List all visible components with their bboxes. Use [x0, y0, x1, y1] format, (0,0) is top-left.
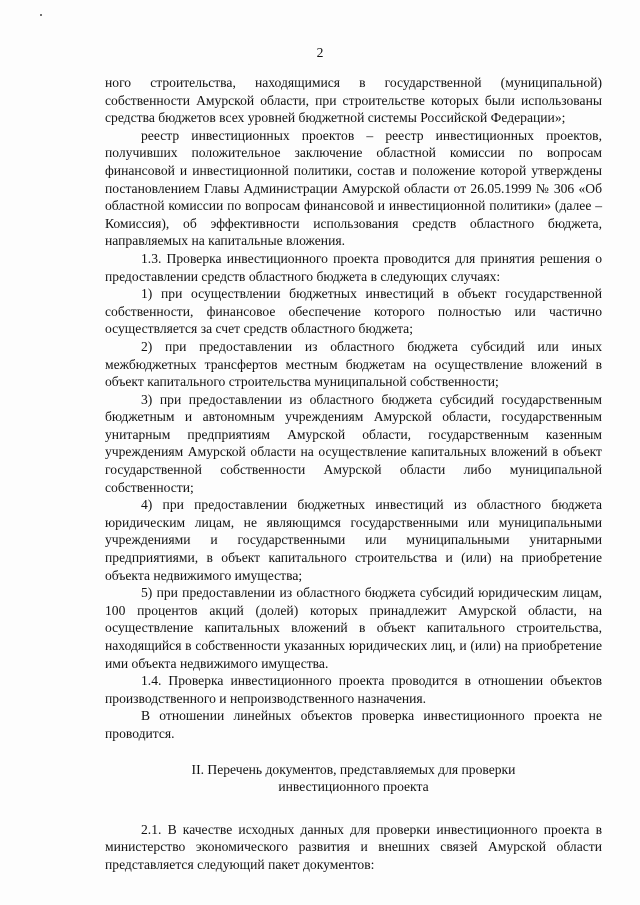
paragraph-1-4: 1.4. Проверка инвестиционного проекта проводится в отношении объектов производственного и непроизводственного назначения.: [105, 673, 602, 706]
paragraph-linear-objects: В отношении линейных объектов проверка инвестиционного проекта не проводится.: [105, 708, 602, 741]
paragraph-continuation: ного строительства, находящимися в государственной (муниципальной) собственности Амурской области, при строительстве которых были использованы средства бюджетов всех уровней бюджетной системы Российской Федерации»;: [105, 75, 602, 126]
list-item-5: 5) при предоставлении из областного бюджета субсидий юридическим лицам, 100 процентов акций (долей) которых принадлежит Амурской области, на осуществление капитальных вложений в объект капитального строительства, находящийся в собственности указанных юридических лиц, и (или) на приобретение ими объекта недвижимого имущества.: [105, 585, 602, 671]
paragraph-registry-definition: реестр инвестиционных проектов – реестр инвестиционных проектов, получивших положительное заключение областной комиссии по вопросам финансовой и инвестиционной политики, состав и положение которой утверждены постановлением Главы Администрации Амурской области от 26.05.1999 № 306 «Об областной комиссии по вопросам финансовой и инвестиционной политики» (далее – Комиссия), об эффективности использования средств областного бюджета, направляемых на капитальные вложения.: [105, 127, 602, 249]
section-heading-line-2: инвестиционного проекта: [278, 779, 429, 795]
section-heading-line-1: II. Перечень документов, представляемых для проверки: [191, 761, 516, 777]
page-number: 2: [316, 45, 324, 60]
list-item-3: 3) при предоставлении из областного бюджета субсидий государственным бюджетным и автономным учреждениям Амурской области, государственным унитарным предприятиям Амурской области, государственным казенным учреждениям Амурской области на осуществление капитальных вложений в объект государственной собственности Амурской области либо муниципальной собственности;: [105, 391, 602, 495]
list-item-4: 4) при предоставлении бюджетных инвестиций из областного бюджета юридическим лицам, не являющимся государственными или муниципальными учреждениями и государственными или муниципальными унитарными предприятиями, в объект капитального строительства и (или) на приобретение объекта недвижимого имущества;: [105, 497, 602, 583]
paragraph-1-3: 1.3. Проверка инвестиционного проекта проводится для принятия решения о предоставлении средств областного бюджета в следующих случаях:: [105, 250, 602, 284]
scan-speck: [40, 14, 42, 16]
list-item-2: 2) при предоставлении из областного бюджета субсидий или иных межбюджетных трансфертов местным бюджетам на осуществление вложений в объект капитального строительства муниципальной собственности;: [105, 338, 602, 390]
list-item-1: 1) при осуществлении бюджетных инвестиций в объект государственной собственности, финансовое обеспечение которого полностью или частично осуществляется за счет средств областного бюджета;: [105, 286, 602, 337]
paragraph-2-1: 2.1. В качестве исходных данных для проверки инвестиционного проекта в министерство экономического развития и внешних связей Амурской области представляется следующий пакет документов:: [105, 821, 602, 872]
document-body: [105, 74, 602, 874]
